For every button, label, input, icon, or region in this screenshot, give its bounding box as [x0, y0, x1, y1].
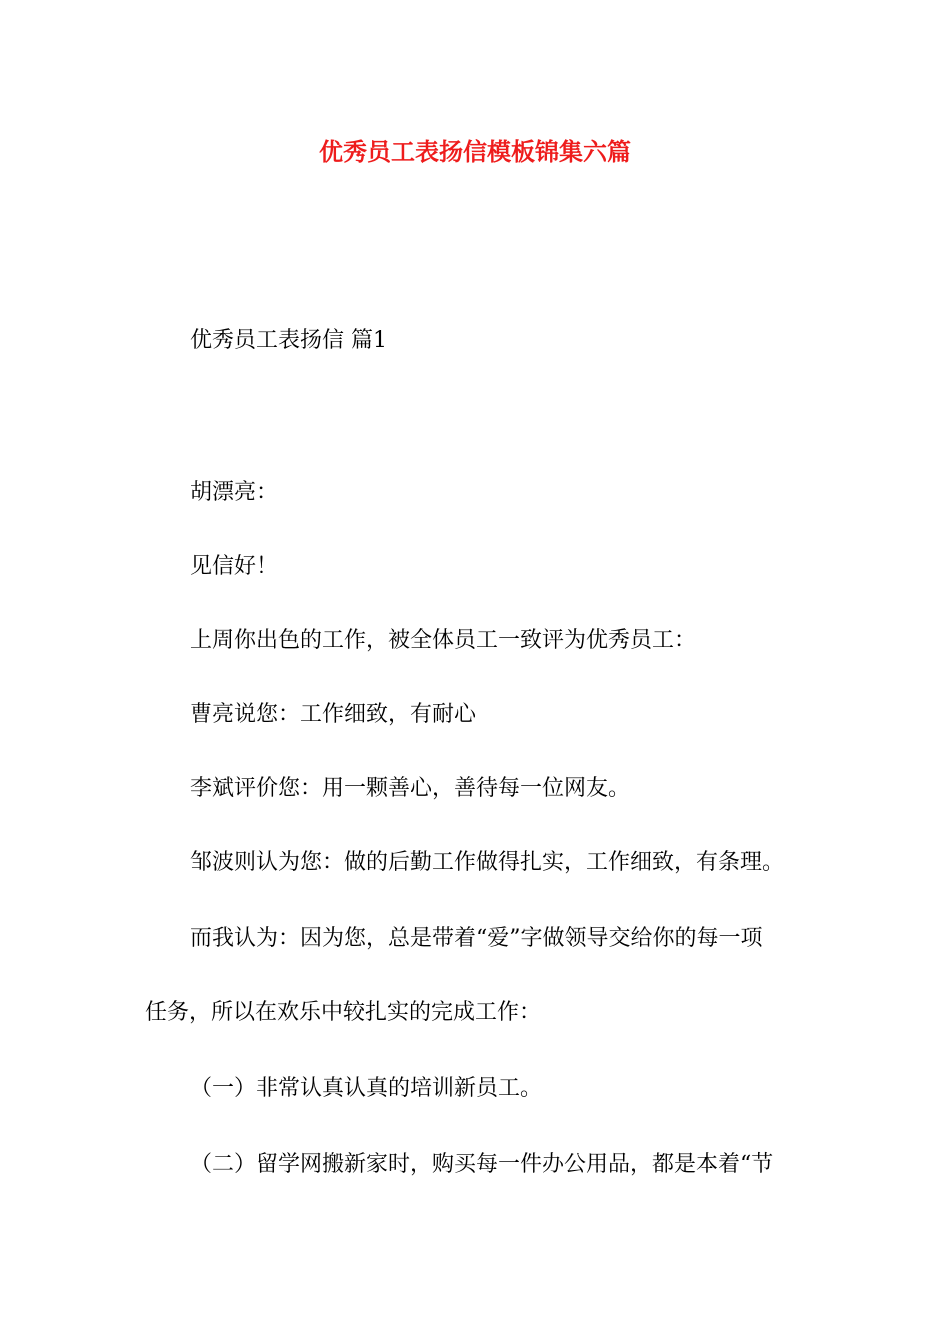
paragraph-line: 李斌评价您：用一颗善心，善待每一位网友。 — [190, 776, 631, 801]
paragraph-line: 曹亮说您：工作细致，有耐心 — [190, 702, 477, 727]
list-item: （一）非常认真认真的培训新员工。 — [190, 1076, 543, 1101]
salutation: 胡漂亮： — [190, 480, 279, 505]
paragraph-line: 上周你出色的工作，被全体员工一致评为优秀员工： — [190, 628, 697, 653]
section-heading: 优秀员工表扬信 篇1 — [190, 328, 387, 353]
document-title: 优秀员工表扬信模板锦集六篇 — [319, 137, 631, 166]
greeting: 见信好！ — [190, 554, 279, 579]
paragraph-line: 而我认为：因为您，总是带着“爱”字做领导交给你的每一项 — [190, 926, 763, 951]
paragraph-line-continued: 任务，所以在欢乐中较扎实的完成工作： — [145, 1000, 542, 1025]
list-item: （二）留学网搬新家时，购买每一件办公用品，都是本着“节 — [190, 1152, 774, 1177]
paragraph-line: 邹波则认为您：做的后勤工作做得扎实，工作细致，有条理。 — [190, 850, 785, 875]
